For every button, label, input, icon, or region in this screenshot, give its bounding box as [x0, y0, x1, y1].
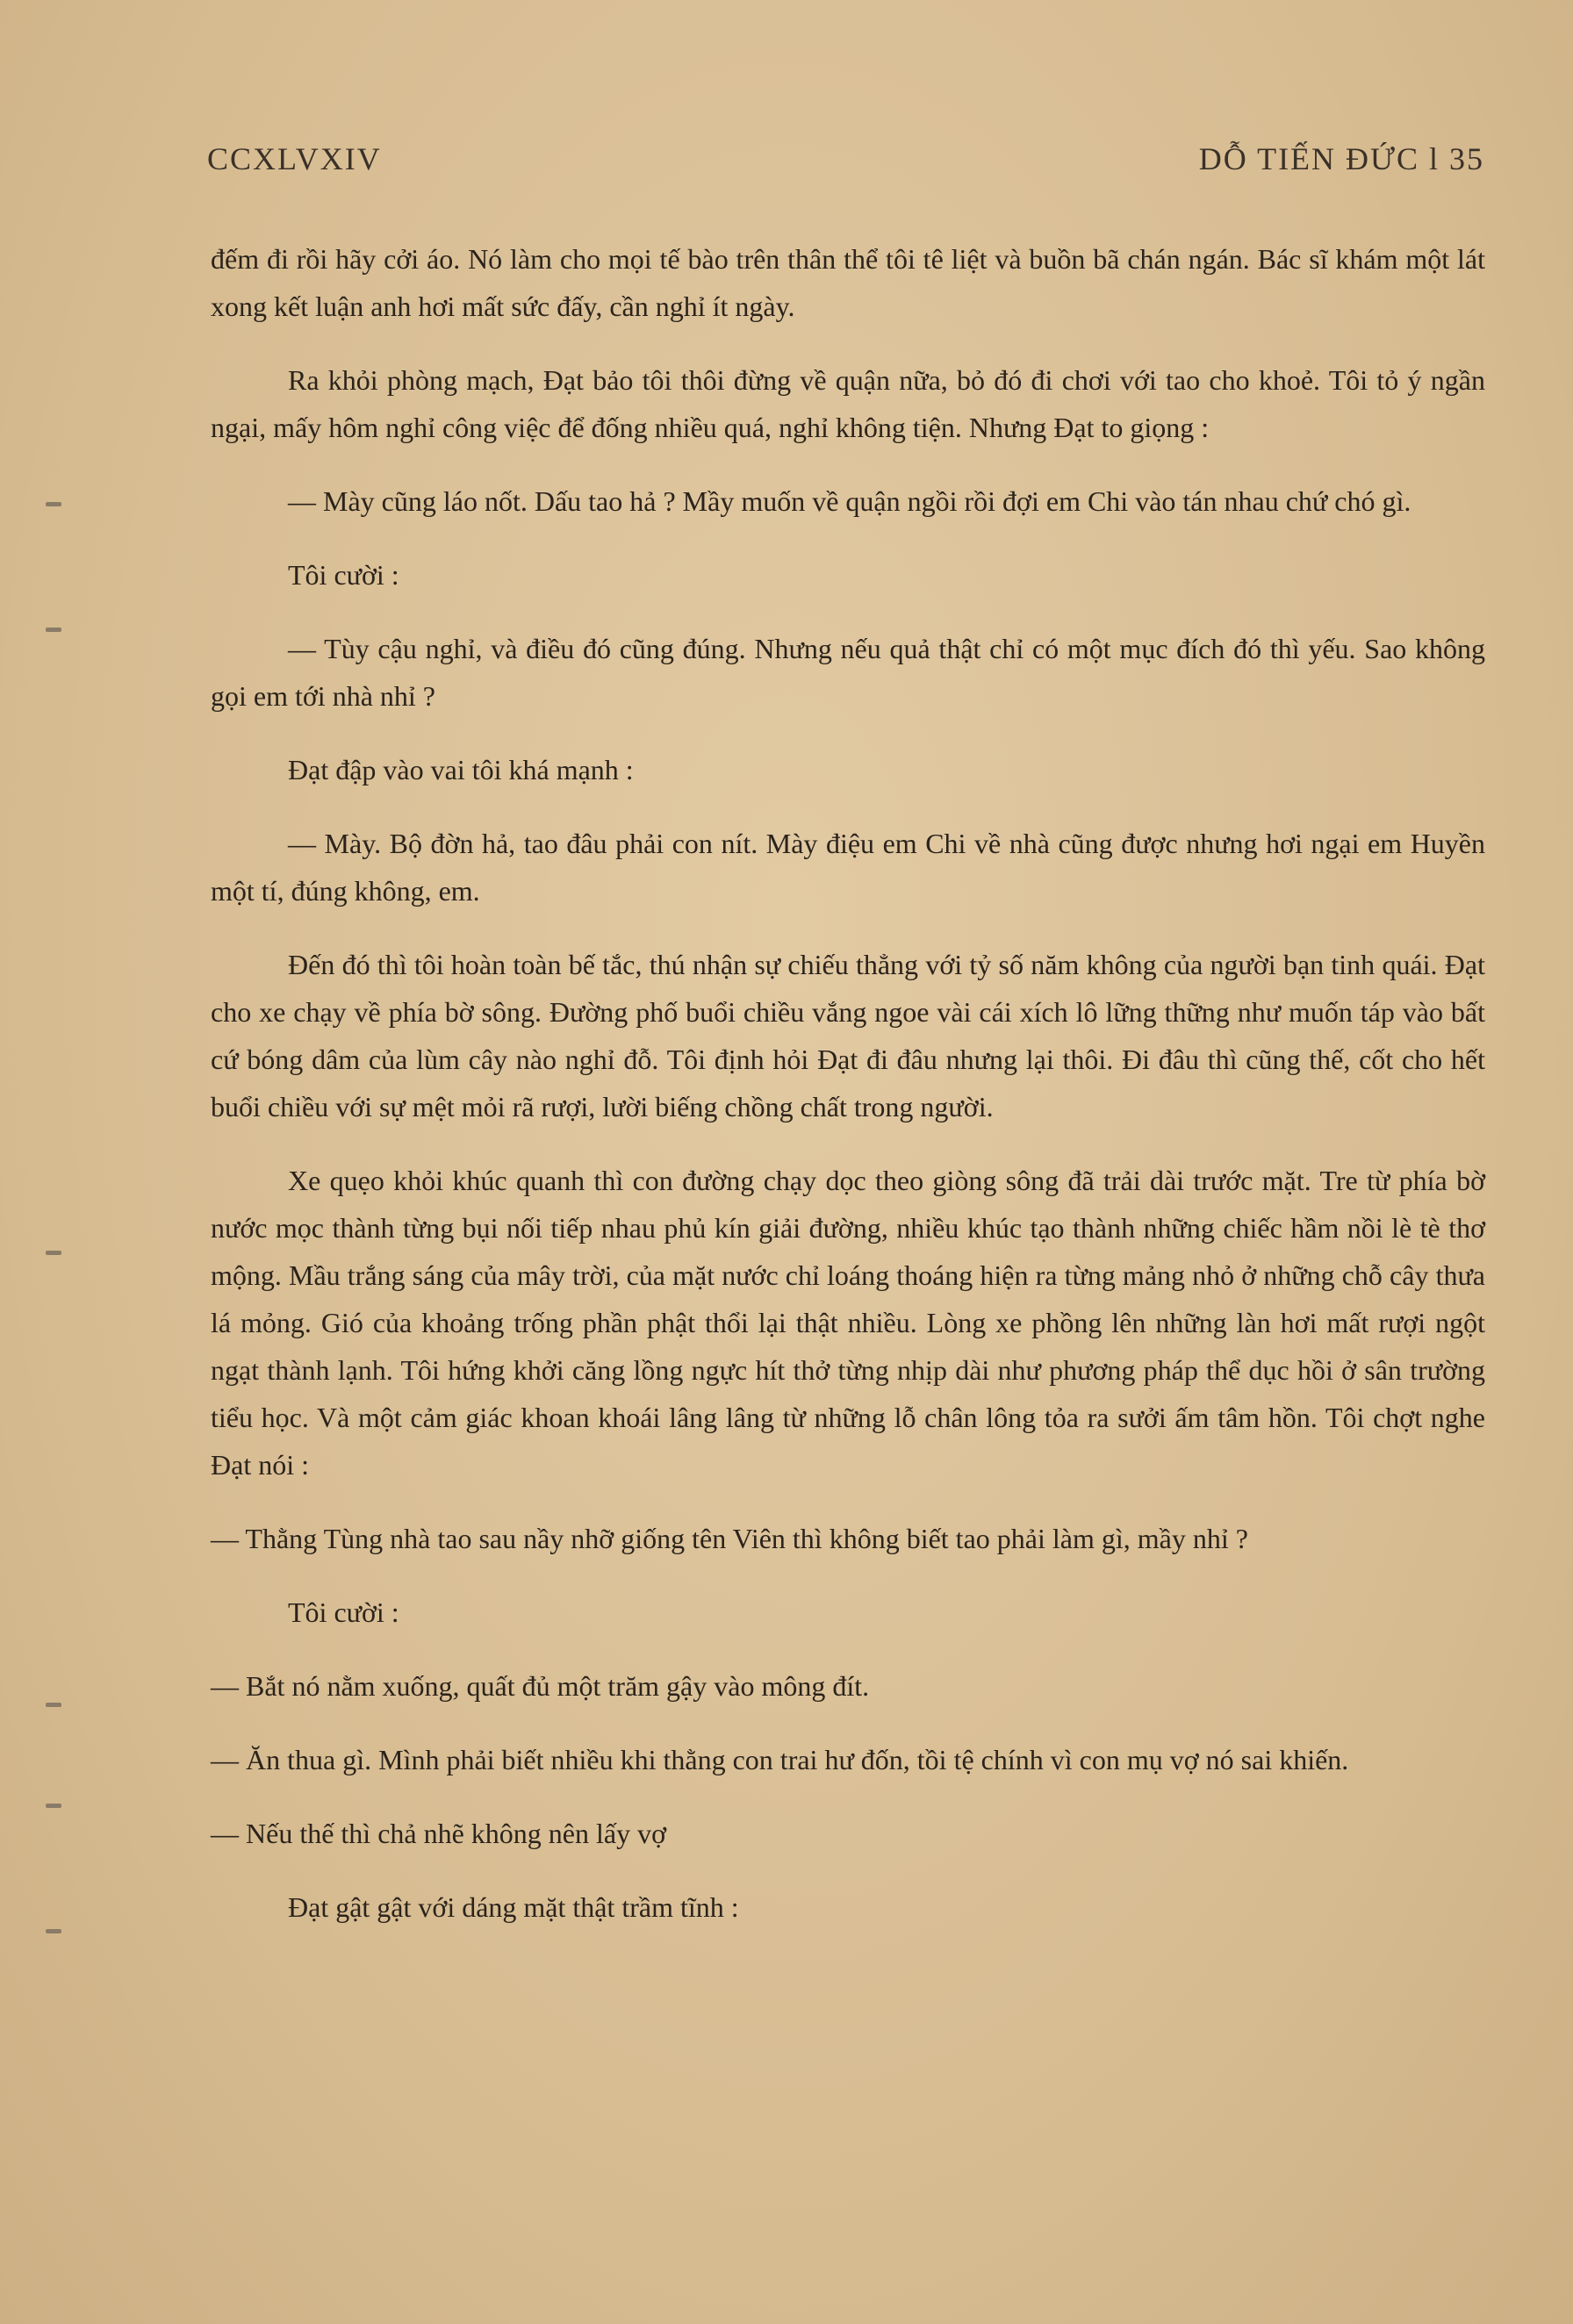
paragraph: Đến đó thì tôi hoàn toàn bế tắc, thú nhận sự chiếu thẳng với tỷ số năm không của người bạn tinh quái. Đạt cho xe chạy về phía bờ sông. Đường phố buổi chiều vắng ngoe vài cái xích lô lững thững như muốn táp vào bất cứ bóng dâm của lùm cây nào nghỉ đỗ. Tôi định hỏi Đạt đi đâu nhưng lại thôi. Đi đâu thì cũng thế, cốt cho hết buổi chiều với sự mệt mỏi rã rượi, lười biếng chồng chất trong người. — [211, 949, 1485, 1123]
paragraph: — Nếu thế thì chả nhẽ không nên lấy vợ — [211, 1818, 667, 1849]
paragraph: — Bắt nó nằm xuống, quất đủ một trăm gậy vào mông đít. — [211, 1670, 870, 1702]
paragraph: Đạt gật gật với dáng mặt thật trầm tĩnh : — [288, 1891, 739, 1923]
margin-mark — [46, 1929, 61, 1933]
page-body — [211, 235, 1485, 1957]
running-head-right: DỖ TIẾN ĐỨC l 35 — [1198, 141, 1484, 176]
paragraph: Tôi cười : — [288, 559, 399, 591]
paragraph: Ra khỏi phòng mạch, Đạt bảo tôi thôi đừng về quận nữa, bỏ đó đi chơi với tao cho khoẻ. Tôi tỏ ý ngần ngại, mấy hôm nghỉ công việc để đống nhiều quá, nghỉ không tiện. Nhưng Đạt to giọng : — [211, 364, 1485, 443]
paragraph: đếm đi rồi hãy cởi áo. Nó làm cho mọi tế bào trên thân thể tôi tê liệt và buồn bã chán ngán. Bác sĩ khám một lát xong kết luận anh hơi mất sức đấy, cần nghỉ ít ngày. — [211, 243, 1485, 322]
page-header — [207, 140, 1484, 186]
paragraph: — Ăn thua gì. Mình phải biết nhiều khi thằng con trai hư đốn, tồi tệ chính vì con mụ vợ nó sai khiến. — [211, 1744, 1349, 1775]
paragraph: — Mày. Bộ đờn hả, tao đâu phải con nít. Mày điệu em Chi về nhà cũng được nhưng hơi ngại em Huyền một tí, đúng không, em. — [211, 828, 1485, 907]
paragraph: — Tùy cậu nghỉ, và điều đó cũng đúng. Nhưng nếu quả thật chỉ có một mục đích đó thì yếu. Sao không gọi em tới nhà nhỉ ? — [211, 633, 1485, 712]
paragraph: Tôi cười : — [288, 1596, 399, 1628]
margin-mark — [46, 1804, 61, 1808]
margin-mark — [46, 628, 61, 632]
paragraph: Xe quẹo khỏi khúc quanh thì con đường chạy dọc theo giòng sông đã trải dài trước mặt. Tre từ phía bờ nước mọc thành từng bụi nối tiếp nhau phủ kín giải đường, nhiều khúc tạo thành những chiếc hầm nồi lè tè thơ mộng. Mầu trắng sáng của mây trời, của mặt nước chỉ loáng thoáng hiện ra từng mảng nhỏ ở những chỗ cây thưa lá mỏng. Gió của khoảng trống phần phật thổi lại thật nhiều. Lòng xe phồng lên những làn hơi mất rượi ngột ngạt thành lạnh. Tôi hứng khởi căng lồng ngực hít thở từng nhịp dài như phương pháp thể dục hồi ở sân trường tiểu học. Và một cảm giác khoan khoái lâng lâng từ những lỗ chân lông tỏa ra sưởi ấm tâm hồn. Tôi chợt nghe Đạt nói : — [211, 1165, 1485, 1481]
paragraph: Đạt đập vào vai tôi khá mạnh : — [288, 754, 634, 785]
margin-mark — [46, 502, 61, 506]
margin-mark — [46, 1703, 61, 1707]
running-head-left: CCXLVXIV — [207, 141, 382, 176]
margin-mark — [46, 1251, 61, 1255]
paragraph: — Thằng Tùng nhà tao sau nầy nhỡ giống tên Viên thì không biết tao phải làm gì, mầy nhỉ ? — [211, 1523, 1248, 1554]
paragraph: — Mày cũng láo nốt. Dấu tao hả ? Mầy muốn về quận ngồi rồi đợi em Chi vào tán nhau chứ chó gì. — [288, 485, 1411, 517]
